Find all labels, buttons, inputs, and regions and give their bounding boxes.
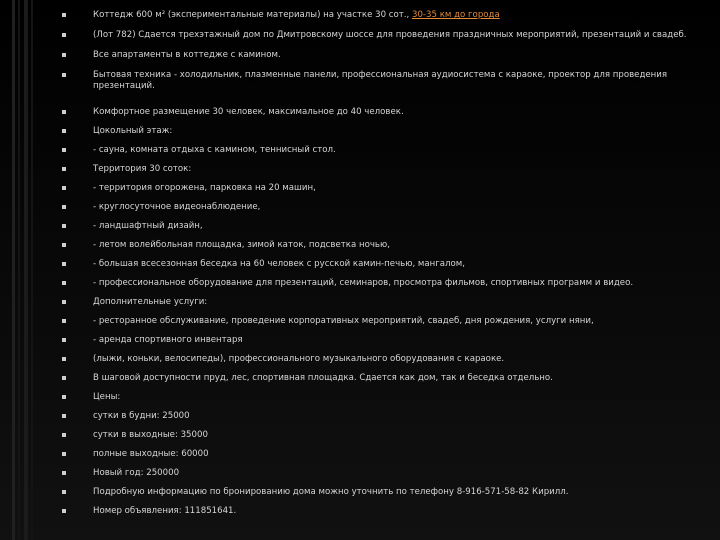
- bullet-icon: [62, 205, 66, 209]
- list-item: [60, 126, 700, 137]
- list-item-text: Номер объявления: 111851641.: [93, 506, 237, 516]
- bullet-icon: [62, 13, 66, 17]
- list-item-text: Коттедж 600 м² (экспериментальные материалы) на участке 30 сот.,: [93, 10, 412, 20]
- bullet-icon: [62, 357, 66, 361]
- list-item: [60, 354, 700, 365]
- bullet-icon: [62, 73, 66, 77]
- bullet-icon: [62, 129, 66, 133]
- list-item: [60, 506, 700, 517]
- list-item: [60, 221, 700, 232]
- list-item-text: Все апартаменты в коттедже с камином.: [93, 50, 281, 60]
- list-item: [60, 430, 700, 441]
- list-item: [60, 107, 700, 118]
- bullet-icon: [62, 376, 66, 380]
- decorative-stripe: [18, 0, 20, 540]
- list-item-text: - летом волейбольная площадка, зимой каток, подсветка ночью,: [93, 240, 390, 250]
- list-item: [60, 50, 700, 61]
- list-item-text: Дополнительные услуги:: [93, 297, 208, 307]
- list-item-text: - большая всесезонная беседка на 60 человек с русской камин-печью, мангалом,: [93, 259, 466, 269]
- list-item-text: - ресторанное обслуживание, проведение корпоративных мероприятий, свадеб, дня рождения, услуги няни,: [93, 316, 594, 326]
- list-item: [60, 202, 700, 213]
- list-item: [60, 240, 700, 251]
- bullet-icon: [62, 53, 66, 57]
- list-item: [60, 316, 700, 327]
- list-item-text: - территория огорожена, парковка на 20 машин,: [93, 183, 316, 193]
- bullet-icon: [62, 471, 66, 475]
- list-item-text: Комфортное размещение 30 человек, максимальное до 40 человек.: [93, 107, 404, 117]
- list-item: [60, 183, 700, 194]
- list-item-text: Подробную информацию по бронированию дома можно уточнить по телефону 8-916-571-58-82 Кирилл.: [93, 487, 569, 497]
- list-item: [60, 278, 700, 289]
- decorative-stripe: [12, 0, 15, 540]
- bullet-icon: [62, 395, 66, 399]
- list-item-text: (Лот 782) Сдается трехэтажный дом по Дмитровскому шоссе для проведения праздничных мероприятий, презентаций и свадеб.: [93, 30, 687, 40]
- list-item-text: полные выходные: 60000: [93, 449, 209, 459]
- list-item: [60, 297, 700, 308]
- bullet-icon: [62, 338, 66, 342]
- bullet-icon: [62, 281, 66, 285]
- list-item: [60, 335, 700, 346]
- list-item: [60, 164, 700, 175]
- bullet-icon: [62, 509, 66, 513]
- decorative-stripes: [0, 0, 40, 540]
- bullet-icon: [62, 490, 66, 494]
- list-item: [60, 487, 700, 498]
- bullet-icon: [62, 433, 66, 437]
- list-item: [60, 30, 700, 41]
- list-item: [60, 259, 700, 270]
- list-item: [60, 411, 700, 422]
- list-item-text: - круглосуточное видеонаблюдение,: [93, 202, 261, 212]
- list-item-text: Бытовая техника - холодильник, плазменные панели, профессиональная аудиосистема с караоке, проектор для проведения презентаций.: [93, 70, 668, 91]
- list-item: [60, 392, 700, 403]
- list-item-text: сутки в будни: 25000: [93, 411, 190, 421]
- bullet-icon: [62, 414, 66, 418]
- list-item: [60, 70, 700, 92]
- list-item: [60, 10, 700, 21]
- bullet-icon: [62, 110, 66, 114]
- list-item-text: Территория 30 соток:: [93, 164, 192, 174]
- bullet-icon: [62, 243, 66, 247]
- bullet-icon: [62, 186, 66, 190]
- bullet-icon: [62, 452, 66, 456]
- list-item-text: сутки в выходные: 35000: [93, 430, 208, 440]
- list-item: [60, 145, 700, 156]
- list-item-text: - аренда спортивного инвентаря: [93, 335, 243, 345]
- list-item: [60, 449, 700, 460]
- bullet-icon: [62, 224, 66, 228]
- list-item-text: В шаговой доступности пруд, лес, спортивная площадка. Сдается как дом, так и беседка отдельно.: [93, 373, 553, 383]
- list-item-text: - ландшафтный дизайн,: [93, 221, 203, 231]
- bullet-icon: [62, 319, 66, 323]
- bullet-icon: [62, 262, 66, 266]
- list-item-text: Цены:: [93, 392, 121, 402]
- list-item-text: Новый год: 250000: [93, 468, 180, 478]
- list-item: [60, 373, 700, 384]
- list-item: [60, 468, 700, 479]
- bullet-icon: [62, 300, 66, 304]
- bullet-icon: [62, 167, 66, 171]
- bullet-icon: [62, 33, 66, 37]
- list-item-text: - профессиональное оборудование для презентаций, семинаров, просмотра фильмов, спортивных программ и видео.: [93, 278, 634, 288]
- distance-link[interactable]: 30-35 км до города: [412, 10, 500, 20]
- list-item-text: - сауна, комната отдыха с камином, теннисный стол.: [93, 145, 336, 155]
- list-item-text: (лыжи, коньки, велосипеды), профессионального музыкального оборудования с караоке.: [93, 354, 505, 364]
- decorative-stripe: [31, 0, 33, 540]
- decorative-stripe: [24, 0, 28, 540]
- bullet-icon: [62, 148, 66, 152]
- list-item-text: Цокольный этаж:: [93, 126, 173, 136]
